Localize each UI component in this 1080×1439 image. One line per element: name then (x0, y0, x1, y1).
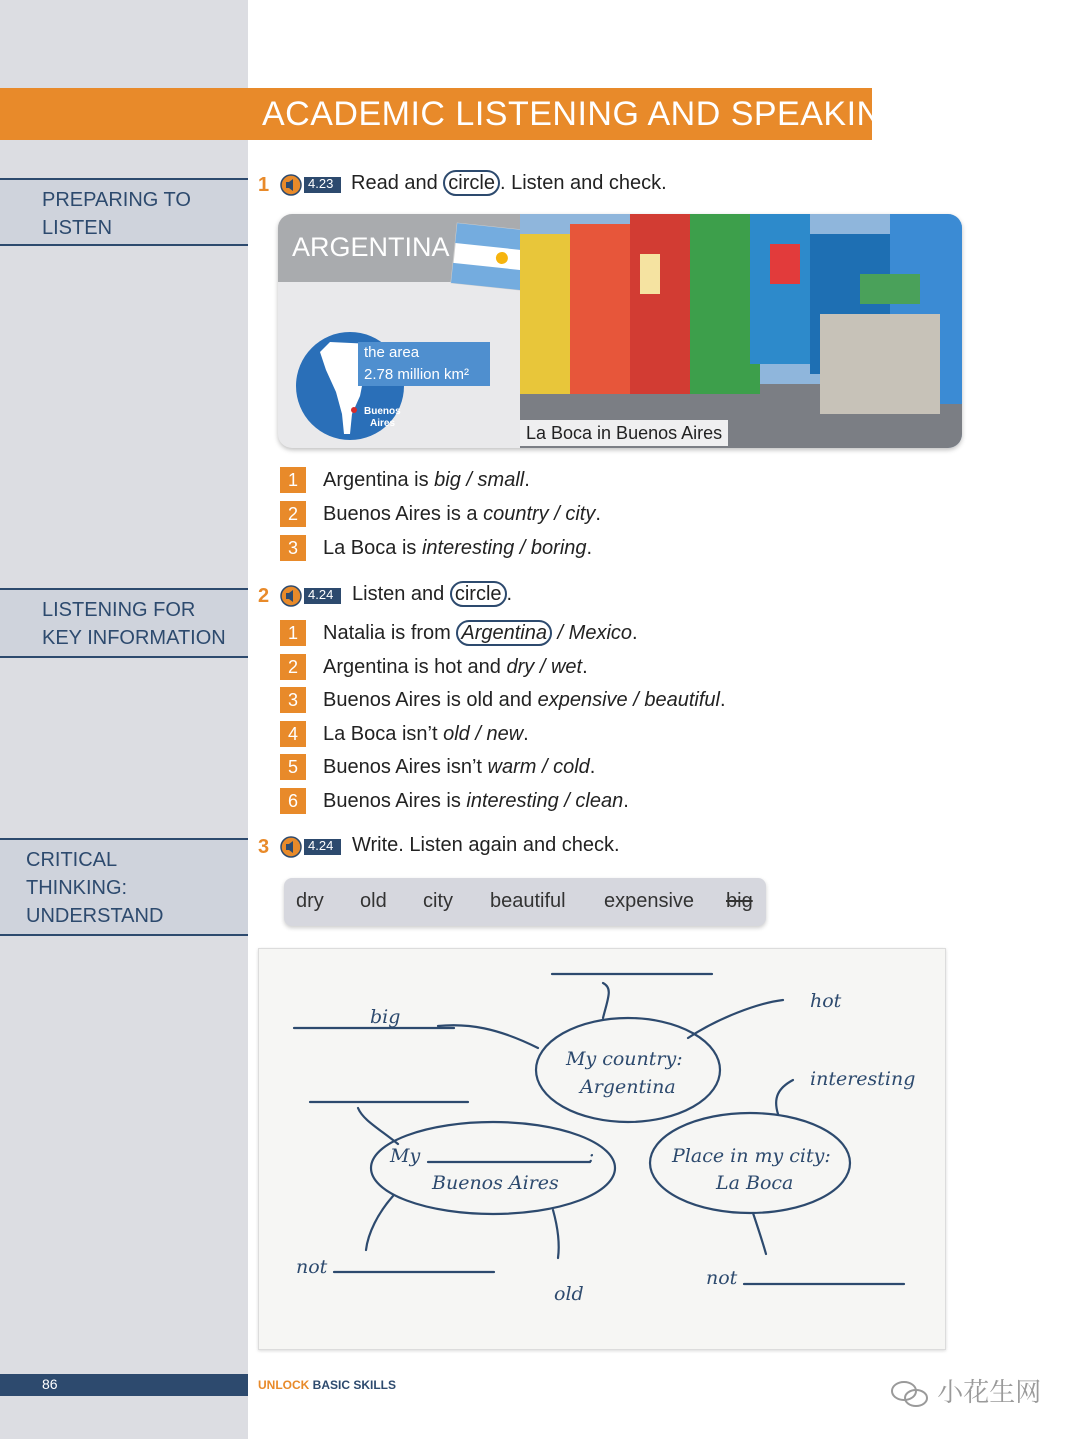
item-number: 6 (280, 788, 306, 814)
option-choice[interactable]: beautiful (644, 689, 720, 711)
sidebar-section-preparing: PREPARING TO LISTEN (0, 178, 248, 246)
word-bank-item[interactable]: city (423, 890, 453, 912)
track-number: 4.24 (308, 587, 334, 602)
la-boca-photo (520, 214, 962, 448)
option-choice[interactable]: boring (530, 537, 587, 559)
page-title: ACADEMIC LISTENING AND SPEAKING (262, 95, 909, 133)
watermark: 小花生网 (890, 1372, 1041, 1409)
option-choice[interactable]: new (486, 723, 524, 745)
footer-bar (0, 1374, 248, 1396)
sidebar-section-critical-thinking: CRITICAL THINKING: UNDERSTAND (0, 838, 248, 936)
word-bank-item[interactable]: old (360, 890, 387, 912)
mind-map-hub-text: : (588, 1145, 595, 1167)
sidebar-section-key-info: LISTENING FOR KEY INFORMATION (0, 588, 248, 658)
area-value: 2.78 million km² (364, 366, 470, 383)
item-number: 1 (280, 467, 306, 493)
list-item: La Boca isn’t old / new. (323, 723, 529, 745)
list-item: Argentina is hot and dry / wet. (323, 656, 588, 678)
option-choice[interactable]: cold (553, 756, 590, 778)
mind-map-answer: not (706, 1267, 738, 1289)
mind-map-answer: not (296, 1256, 328, 1278)
mind-map-hub-text: Place in my city: (672, 1145, 831, 1167)
option-choice[interactable]: clean (575, 790, 624, 812)
option-choice[interactable]: Argentina (456, 620, 552, 646)
mind-map-hub-text: La Boca (716, 1172, 794, 1194)
mind-map-hub-text: My country: (566, 1048, 683, 1070)
city-label-line1: Buenos (364, 406, 401, 417)
option-choice[interactable]: small (477, 469, 525, 491)
footer-brand: UNLOCK BASIC SKILLS (258, 1378, 397, 1392)
item-number: 5 (280, 754, 306, 780)
mind-map-answer: big (370, 1006, 401, 1028)
photo-caption: La Boca in Buenos Aires (520, 420, 728, 446)
item-number: 4 (280, 721, 306, 747)
track-number: 4.23 (308, 176, 334, 191)
mind-map-hub-text: Argentina (580, 1076, 676, 1098)
list-item: Buenos Aires isn’t warm / cold. (323, 756, 596, 778)
mind-map-hub-text: My (390, 1145, 421, 1167)
word-bank-item[interactable]: dry (296, 890, 324, 912)
exercise-instruction: Listen and circle . (352, 583, 513, 605)
list-item: Buenos Aires is interesting / clean. (323, 790, 629, 812)
mind-map-answer: old (554, 1283, 584, 1305)
option-choice[interactable]: dry (506, 656, 535, 678)
item-number: 3 (280, 687, 306, 713)
list-item: La Boca is interesting / boring. (323, 537, 593, 559)
list-item: Argentina is big / small. (323, 469, 530, 491)
option-choice[interactable]: big (434, 469, 461, 491)
exercise-instruction: Write. Listen again and check. (352, 834, 620, 856)
option-choice[interactable]: expensive (537, 689, 628, 711)
option-choice[interactable]: country (483, 503, 549, 525)
word-bank-item[interactable]: beautiful (490, 890, 566, 912)
exercise-number: 1 (258, 174, 270, 196)
option-choice[interactable]: wet (550, 656, 583, 678)
exercise-instruction: Read and circle . Listen and check. (351, 172, 667, 194)
page-number: 86 (42, 1376, 58, 1392)
mind-map-answer: hot (810, 990, 842, 1012)
word-bank-item-used[interactable]: big (726, 890, 753, 912)
wechat-logo-icon (890, 1379, 930, 1409)
item-number: 2 (280, 501, 306, 527)
country-name: ARGENTINA (292, 232, 450, 262)
exercise-number: 2 (258, 585, 270, 607)
option-choice[interactable]: old (443, 723, 470, 745)
argentina-fact-card (278, 214, 962, 448)
option-choice[interactable]: interesting (421, 537, 515, 559)
city-label-line2: Aires (370, 418, 396, 429)
area-label: the area (364, 344, 420, 361)
option-choice[interactable]: interesting (466, 790, 559, 812)
track-number: 4.24 (308, 838, 334, 853)
list-item: Natalia is from Argentina / Mexico. (323, 622, 638, 644)
exercise-number: 3 (258, 836, 270, 858)
option-choice[interactable]: city (565, 503, 596, 525)
list-item: Buenos Aires is a country / city. (323, 503, 601, 525)
mind-map-hub-text: Buenos Aires (432, 1172, 559, 1194)
item-number: 2 (280, 654, 306, 680)
item-number: 1 (280, 620, 306, 646)
option-choice[interactable]: Mexico (568, 622, 633, 644)
mind-map-answer: interesting (810, 1068, 916, 1090)
list-item: Buenos Aires is old and expensive / beautiful. (323, 689, 726, 711)
item-number: 3 (280, 535, 306, 561)
word-bank-item[interactable]: expensive (604, 890, 695, 912)
option-choice[interactable]: warm (487, 756, 537, 778)
